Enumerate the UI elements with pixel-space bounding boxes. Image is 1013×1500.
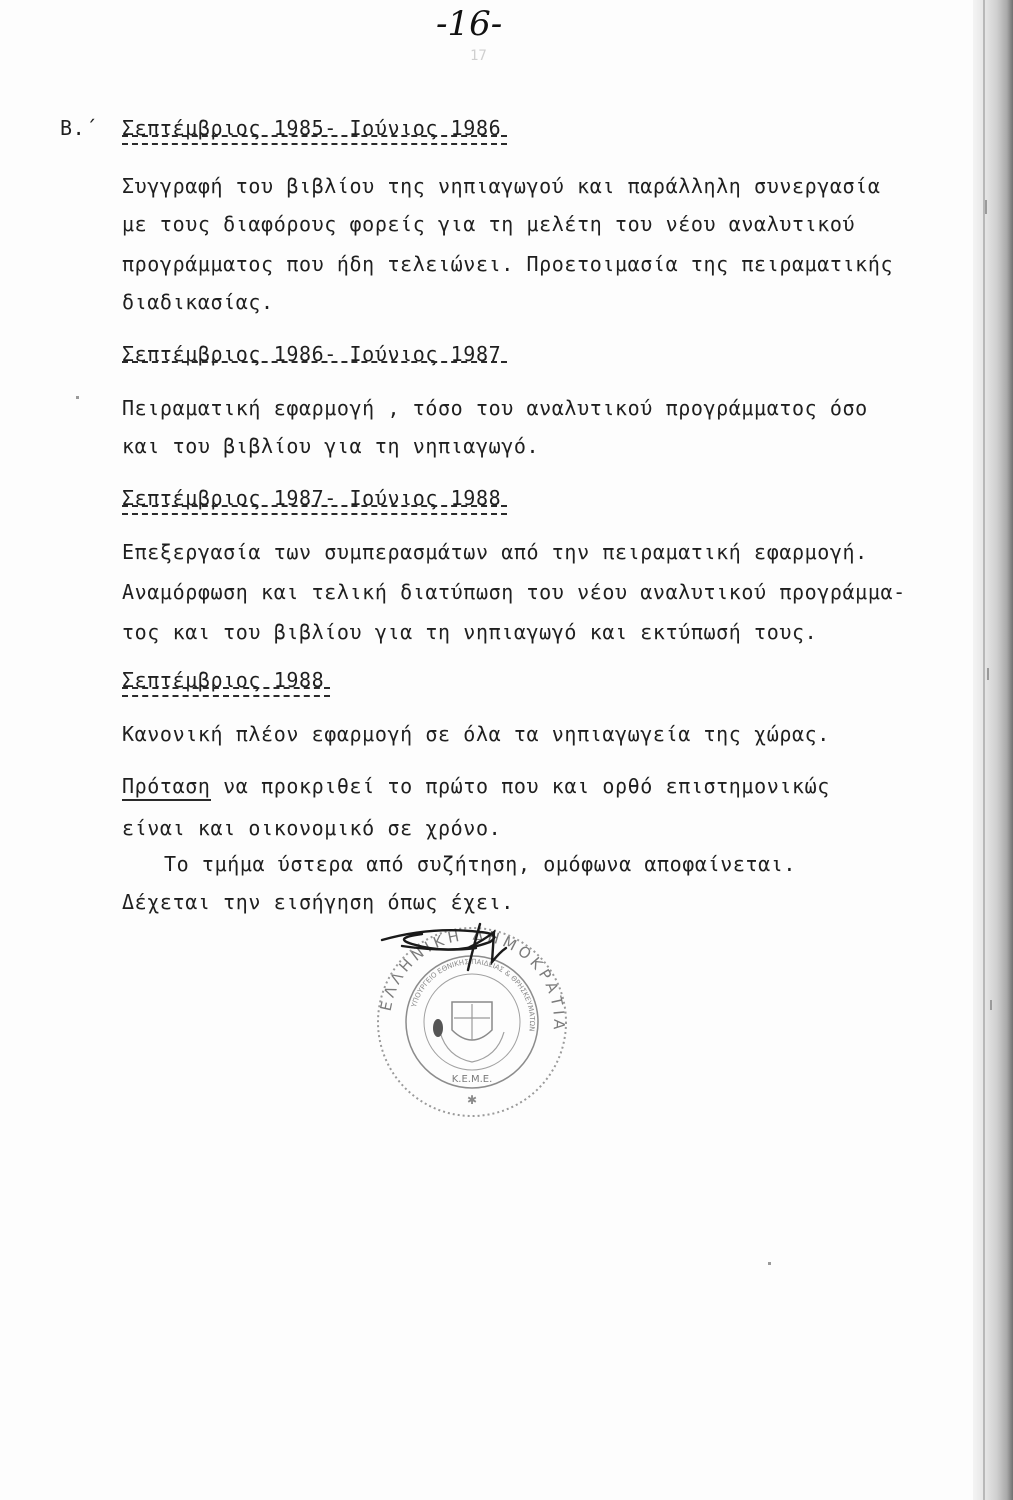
heading-underline — [122, 687, 330, 689]
seal-inner-text: ΥΠΟΥΡΓΕΙΟ ΕΘΝΙΚΗΣ ΠΑΙΔΕΙΑΣ & ΘΡΗΣΚΕΥΜΑΤΩΝ — [410, 957, 537, 1032]
section-heading-4-text: Σεπτέμβριος 1988 — [122, 668, 325, 692]
heading-underline — [122, 505, 507, 507]
section-heading-3 — [122, 486, 501, 510]
closing-line-2: Δέχεται την εισήγηση όπως έχει. — [122, 890, 514, 914]
faint-page-number: 17 — [470, 48, 487, 64]
section-1-line-2: με τους διαφόρους φορείς για τη μελέτη του νέου αναλυτικού — [122, 212, 856, 236]
binding-shadow-line — [983, 0, 985, 1500]
binding-edge — [973, 0, 1013, 1500]
scan-speck — [985, 200, 987, 214]
heading-underline — [122, 695, 330, 697]
proposal-line-2: είναι και οικονομικό σε χρόνο. — [122, 816, 502, 840]
official-seal — [372, 922, 572, 1122]
star-icon: ✱ — [466, 1093, 478, 1107]
section-heading-1-text: Σεπτέμβριος 1985- Ιούνιος 1986 — [122, 116, 502, 140]
section-heading-2-text: Σεπτέμβριος 1986- Ιούνιος 1987 — [122, 342, 502, 366]
seal-outer-text: ΕΛΛΗΝΙΚΗ ΔΗΜΟΚΡΑΤΙΑ — [376, 925, 569, 1034]
section-1-line-1: Συγγραφή του βιβλίου της νηπιαγωγού και παράλληλη συνεργασία — [122, 174, 881, 198]
section-heading-4 — [122, 668, 324, 692]
section-heading-2 — [122, 342, 501, 366]
heading-underline — [122, 135, 507, 137]
seal-bottom-text: Κ.Ε.Μ.Ε. — [451, 1074, 493, 1085]
scan-speck — [987, 668, 989, 680]
heading-underline — [122, 143, 507, 145]
proposal-label: Πρόταση — [122, 774, 211, 801]
section-2-line-1: Πειραματική εφαρμογή , τόσο του αναλυτικού προγράμματος όσο — [122, 396, 868, 420]
scan-speck — [76, 396, 79, 399]
section-2-line-2: και του βιβλίου για τη νηπιαγωγό. — [122, 434, 540, 458]
section-1-line-4: διαδικασίας. — [122, 290, 274, 314]
section-1-line-3: προγράμματος που ήδη τελειώνει. Προετοιμασία της πειραματικής — [122, 252, 894, 276]
section-heading-1 — [122, 116, 501, 140]
section-3-line-1: Επεξεργασία των συμπερασμάτων από την πειραματική εφαρμογή. — [122, 540, 868, 564]
section-3-line-2: Αναμόρφωση και τελική διατύπωση του νέου αναλυτικού προγράμμα- — [122, 580, 906, 604]
scan-speck — [990, 1000, 992, 1010]
section-3-line-3: τος και του βιβλίου για τη νηπιαγωγό και εκτύπωσή τους. — [122, 620, 818, 644]
heading-underline — [122, 361, 507, 363]
proposal-line-1-text: να προκριθεί το πρώτο που και ορθό επιστημονικώς — [210, 774, 830, 798]
proposal-line-1 — [122, 774, 830, 798]
section-4-line-1: Κανονική πλέον εφαρμογή σε όλα τα νηπιαγωγεία της χώρας. — [122, 722, 830, 746]
page-number: -16- — [436, 4, 503, 44]
section-marker: Β.΄ — [60, 116, 98, 140]
heading-underline — [122, 513, 507, 515]
section-heading-3-text: Σεπτέμβριος 1987- Ιούνιος 1988 — [122, 486, 502, 510]
closing-line-1: Το τμήμα ύστερα από συζήτηση, ομόφωνα αποφαίνεται. — [164, 852, 797, 876]
scan-speck — [768, 1262, 771, 1265]
coat-of-arms-icon — [433, 1002, 504, 1062]
